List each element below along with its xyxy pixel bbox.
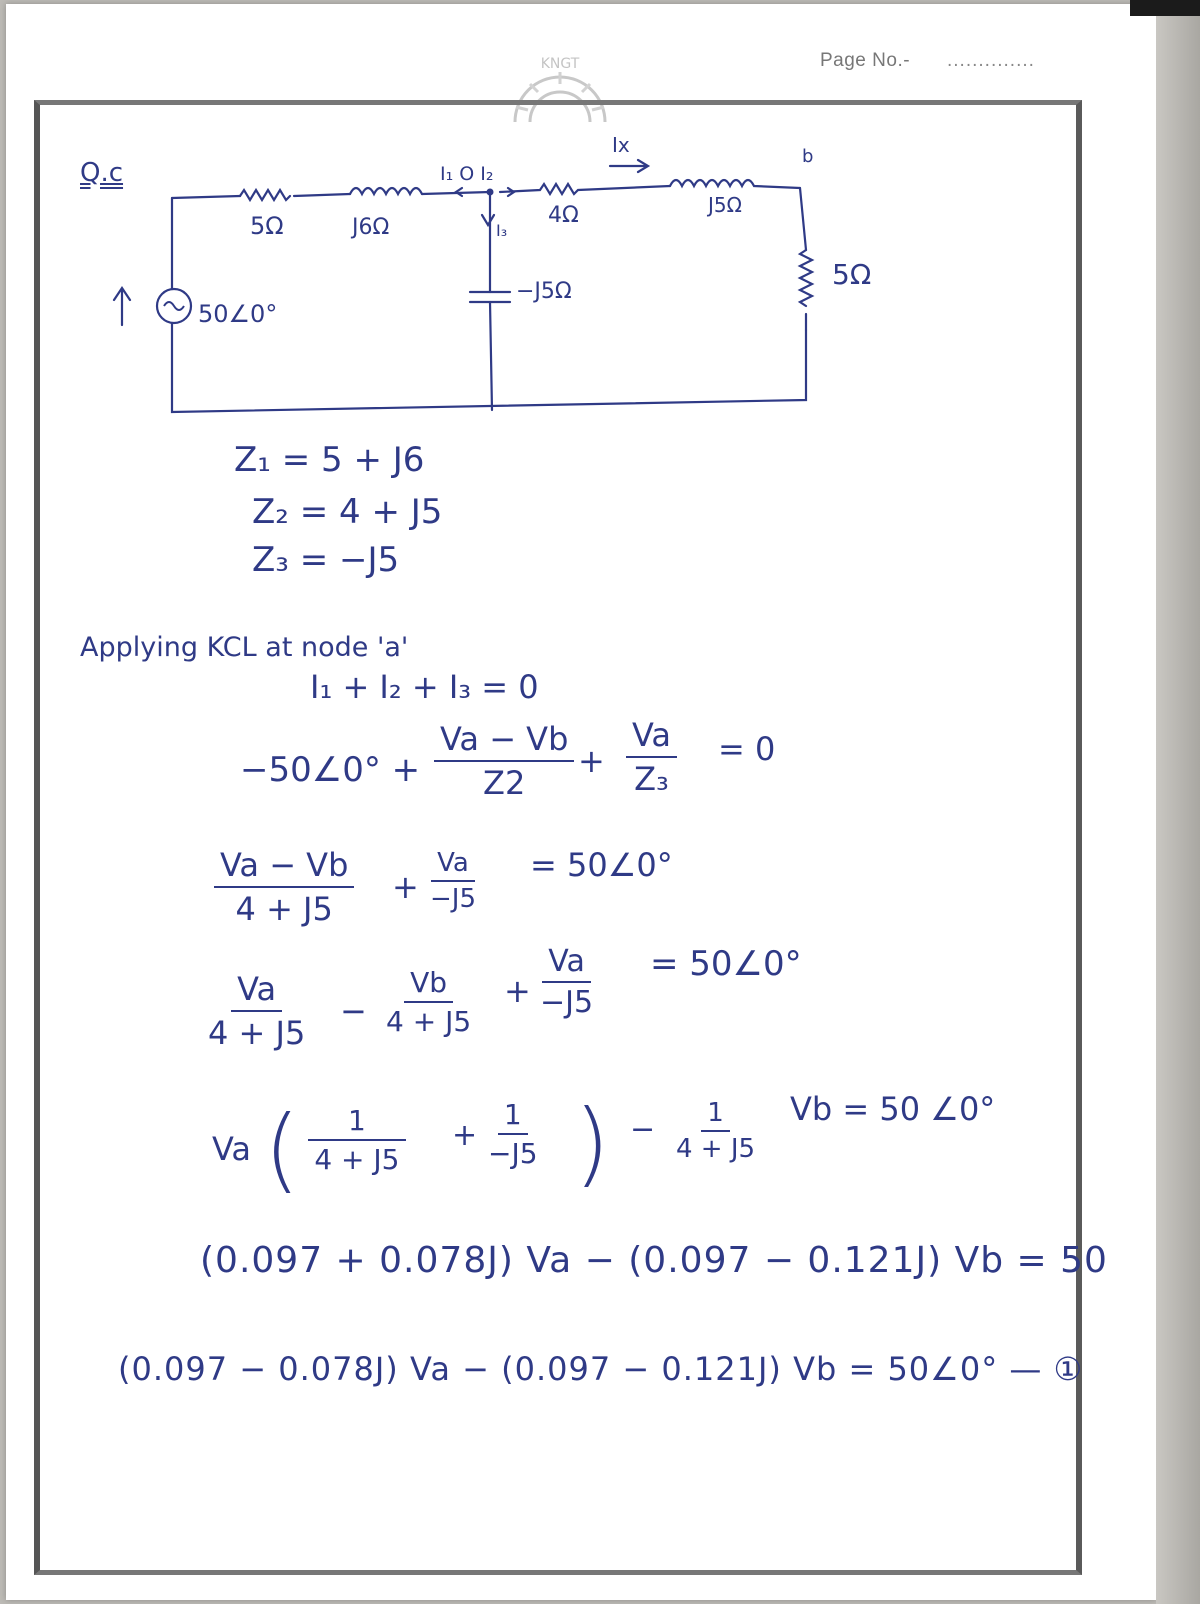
- impedance-z3: Z₃ = −J5: [252, 540, 400, 580]
- eq5-fraction-2: [488, 1098, 538, 1170]
- label-source: 50∠0°: [198, 300, 278, 328]
- eq5-fraction-3: [676, 1098, 755, 1164]
- eq5-frac2-num: 1: [498, 1098, 528, 1135]
- label-i3: I₃: [496, 221, 508, 240]
- label-r3: 5Ω: [832, 258, 872, 291]
- eq4-minus: −: [340, 992, 367, 1030]
- eq2-lead: −50∠0° +: [240, 750, 421, 790]
- eq3-plus: +: [392, 868, 419, 906]
- eq5-lead: Va: [212, 1130, 252, 1168]
- eq2-fraction-2: [626, 716, 677, 798]
- eq2-frac1-num: Va − Vb: [434, 720, 574, 762]
- label-node-a: I₁ O I₂: [440, 163, 494, 185]
- eq2-rhs: = 0: [718, 730, 776, 768]
- label-ix: Ix: [612, 133, 630, 157]
- eq4-rhs: = 50∠0°: [650, 944, 802, 984]
- label-l2: J5Ω: [708, 193, 742, 217]
- eq4-plus: +: [504, 972, 531, 1010]
- label-node-b: b: [802, 146, 814, 167]
- eq2-fraction-1: [434, 720, 574, 802]
- eq3-fraction-2: [430, 848, 476, 914]
- eq5-tail: Vb = 50 ∠0°: [790, 1090, 996, 1128]
- kcl-title: Applying KCL at node 'a': [80, 632, 409, 663]
- page-no-dots: ..............: [947, 50, 1035, 71]
- equation-7: (0.097 − 0.078J) Va − (0.097 − 0.121J) Vb = 50∠0° — ①: [118, 1350, 1084, 1388]
- eq3-frac1-num: Va − Vb: [214, 846, 354, 888]
- eq2-frac2-den: Z₃: [634, 760, 669, 798]
- eq4-frac1-num: Va: [231, 970, 282, 1012]
- eq5-close-paren: ): [574, 1090, 610, 1197]
- eq2-frac2-num: Va: [626, 716, 677, 758]
- eq3-frac1-den: 4 + J5: [235, 890, 333, 928]
- logo-text: KNGT: [540, 56, 580, 72]
- eq5-frac2-den: −J5: [488, 1137, 538, 1170]
- eq5-minus: −: [630, 1112, 656, 1147]
- eq4-frac1-den: 4 + J5: [208, 1014, 306, 1052]
- eq2-plus: +: [578, 742, 605, 780]
- eq3-frac2-den: −J5: [430, 884, 476, 914]
- label-r2: 4Ω: [548, 203, 579, 228]
- eq5-frac1-den: 4 + J5: [314, 1143, 400, 1176]
- eq3-rhs: = 50∠0°: [530, 846, 673, 884]
- label-l1: J6Ω: [352, 215, 390, 240]
- page-no-label: Page No.-: [820, 50, 911, 71]
- eq5-plus: +: [452, 1118, 478, 1153]
- label-cap: −J5Ω: [516, 279, 572, 304]
- equation-1: I₁ + I₂ + I₃ = 0: [310, 668, 539, 706]
- eq4-fraction-1: [208, 970, 305, 1052]
- eq5-open-paren: (: [264, 1096, 300, 1203]
- impedance-z2: Z₂ = 4 + J5: [252, 492, 443, 532]
- eq5-fraction-1: [308, 1104, 406, 1176]
- equation-6: (0.097 + 0.078J) Va − (0.097 − 0.121J) Vb = 50: [200, 1240, 1108, 1281]
- eq4-frac2-den: 4 + J5: [386, 1005, 472, 1038]
- circuit-diagram: [0, 0, 1200, 460]
- eq5-frac1-num: 1: [308, 1104, 406, 1141]
- eq4-fraction-2: [386, 966, 471, 1038]
- eq5-frac3-num: 1: [701, 1098, 730, 1132]
- eq5-frac3-den: 4 + J5: [676, 1134, 756, 1164]
- eq4-frac2-num: Vb: [404, 966, 453, 1003]
- eq2-frac1-den: Z2: [483, 764, 526, 802]
- impedance-z1: Z₁ = 5 + J6: [234, 440, 425, 480]
- question-label: Q.c: [80, 158, 124, 188]
- eq4-fraction-3: [540, 944, 593, 1020]
- eq3-frac2-num: Va: [431, 848, 475, 882]
- eq4-frac3-num: Va: [542, 944, 591, 983]
- eq3-fraction-1: [214, 846, 354, 928]
- label-r1: 5Ω: [250, 212, 284, 240]
- eq4-frac3-den: −J5: [540, 985, 594, 1020]
